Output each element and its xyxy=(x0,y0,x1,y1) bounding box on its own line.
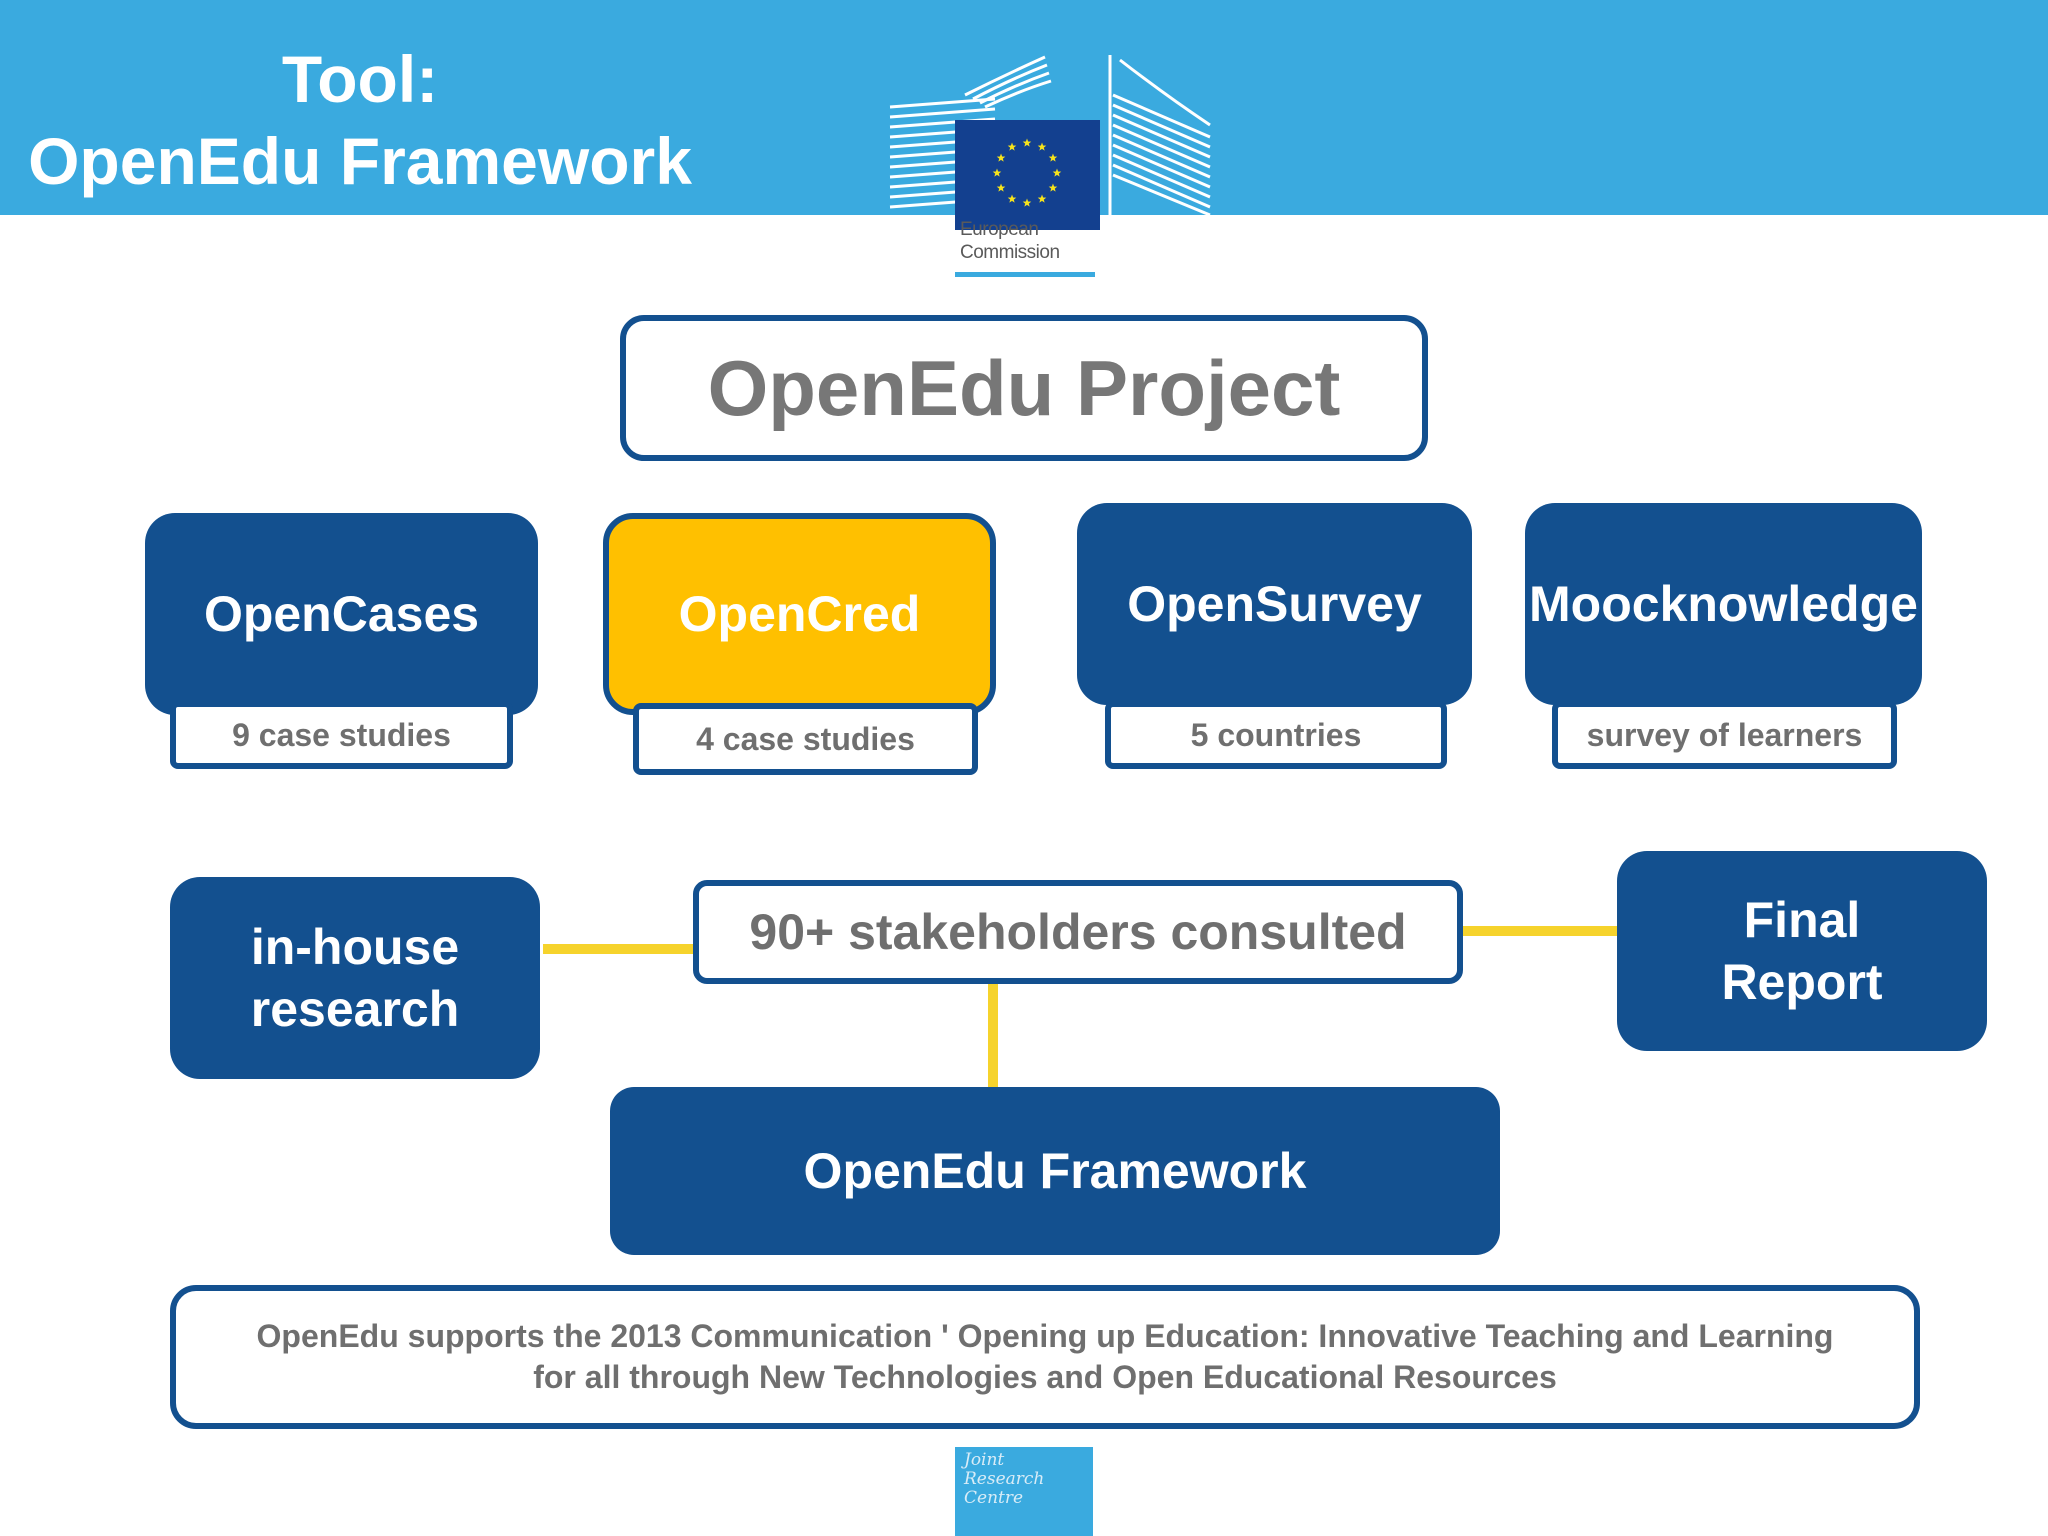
component-tile-opencases xyxy=(145,513,538,715)
framework-label: OpenEdu Framework xyxy=(803,1143,1307,1199)
component-detail-opencred: 4 case studies xyxy=(633,703,978,775)
component-title: OpenCases xyxy=(203,586,480,642)
footer-box xyxy=(170,1285,1920,1429)
ec-logo-line1: European xyxy=(960,219,1039,240)
stakeholders-box xyxy=(693,880,1463,984)
ec-logo-underline xyxy=(955,272,1095,277)
inhouse-line2: research xyxy=(250,981,460,1037)
component-detail-moocknowledge: survey of learners xyxy=(1552,701,1897,769)
component-title: OpenSurvey xyxy=(1127,576,1422,632)
final-report-line1: Final xyxy=(1743,892,1861,948)
connector-inhouse-stakeholders xyxy=(543,944,696,954)
component-title: OpenCred xyxy=(678,586,921,642)
final-report-line2: Report xyxy=(1721,954,1883,1010)
connector-stakeholders-final xyxy=(1460,926,1617,936)
final-report-box xyxy=(1617,851,1987,1051)
slide-title xyxy=(0,38,720,202)
inhouse-line1: in-house xyxy=(250,919,460,975)
component-tile-opencred xyxy=(603,513,996,715)
project-label: OpenEdu Project xyxy=(707,343,1341,432)
framework-box xyxy=(610,1087,1500,1255)
component-tile-moocknowledge xyxy=(1525,503,1922,705)
component-title: Moocknowledge xyxy=(1529,576,1918,632)
component-detail-opencases: 9 case studies xyxy=(170,701,513,769)
inhouse-research-box xyxy=(170,877,540,1079)
project-box xyxy=(620,315,1428,461)
connector-stakeholders-framework xyxy=(988,984,998,1088)
slide-title-line2: OpenEdu Framework xyxy=(28,124,692,198)
footer-line1: OpenEdu supports the 2013 Communication ' Opening up Education: Innovative Teaching and Learning xyxy=(256,1318,1834,1354)
slide-title-line1: Tool: xyxy=(281,42,439,116)
component-tile-opensurvey xyxy=(1077,503,1472,705)
ec-logo-line2: Commission xyxy=(960,242,1060,263)
component-detail-opensurvey: 5 countries xyxy=(1105,701,1447,769)
eu-flag xyxy=(955,120,1100,230)
ec-logo-text xyxy=(960,218,1160,264)
jrc-logo-text: Joint Research Centre xyxy=(964,1450,1045,1508)
footer-line2: for all through New Technologies and Open Educational Resources xyxy=(533,1359,1557,1395)
stakeholders-label: 90+ stakeholders consulted xyxy=(749,904,1407,960)
